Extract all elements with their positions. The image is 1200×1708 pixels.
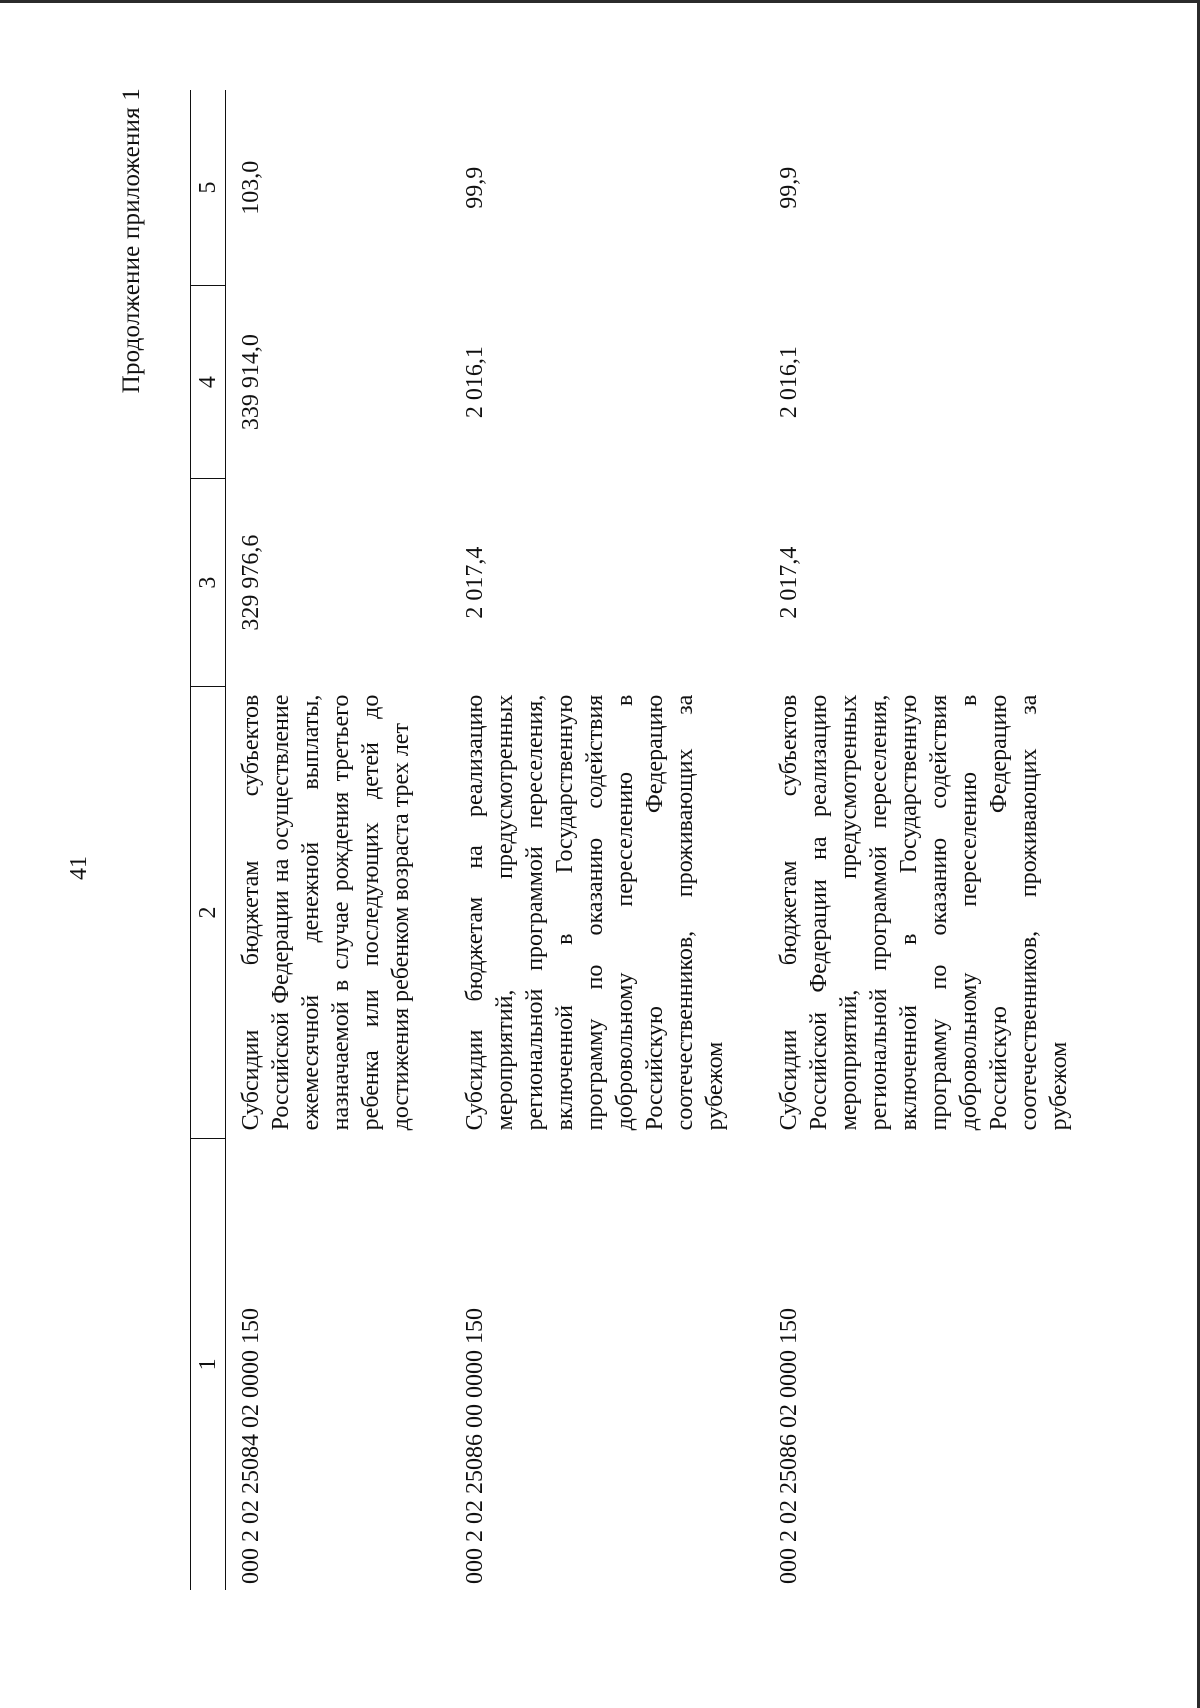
column-header-3: 3 [191, 479, 226, 687]
table-row [764, 90, 1108, 1590]
value-col4: 2 016,1 [462, 346, 488, 419]
value-col5: 99,9 [776, 166, 802, 209]
budget-code: 000 2 02 25086 00 0000 150 [462, 1308, 488, 1584]
income-description: Субсидии бюджетам субъектов Российской Федерации на осуществление ежемесячной денежной выплаты, назначаемой в случае рождения третьего ребенка или последующих детей до достижения ребенком возраста трех лет [238, 694, 414, 1131]
column-header-1: 1 [191, 1138, 226, 1590]
budget-code: 000 2 02 25084 02 0000 150 [238, 1308, 264, 1584]
column-header-2: 2 [191, 687, 226, 1139]
column-header-4: 4 [191, 285, 226, 478]
appendix-table [190, 90, 1108, 1590]
budget-code: 000 2 02 25086 02 0000 150 [776, 1308, 802, 1584]
income-description: Субсидии бюджетам субъектов Российской Федерации на реализацию мероприятий, предусмотренных региональной программой переселения, включенной в Государственную программу по оказанию содействия добровольному переселению в Российскую Федерацию соотечественников, проживающих за рубежом [776, 694, 1072, 1131]
value-col3: 2 017,4 [776, 546, 802, 619]
value-col3: 329 976,6 [238, 534, 264, 631]
value-col3: 2 017,4 [462, 546, 488, 619]
table-row [450, 90, 764, 1590]
table-row [226, 90, 451, 1590]
value-col5: 99,9 [462, 166, 488, 209]
continuation-label: Продолжение приложения 1 [118, 88, 145, 394]
value-col5: 103,0 [238, 160, 264, 215]
value-col4: 339 914,0 [238, 334, 264, 431]
column-header-5: 5 [191, 90, 226, 285]
table-header-row [191, 90, 226, 1590]
page-number: 41 [66, 856, 92, 880]
value-col4: 2 016,1 [776, 346, 802, 419]
income-description: Субсидии бюджетам на реализацию мероприятий, предусмотренных региональной программой переселения, включенной в Государственную программу по оказанию содействия добровольному переселению в Российскую Федерацию соотечественников, проживающих за рубежом [462, 694, 728, 1131]
